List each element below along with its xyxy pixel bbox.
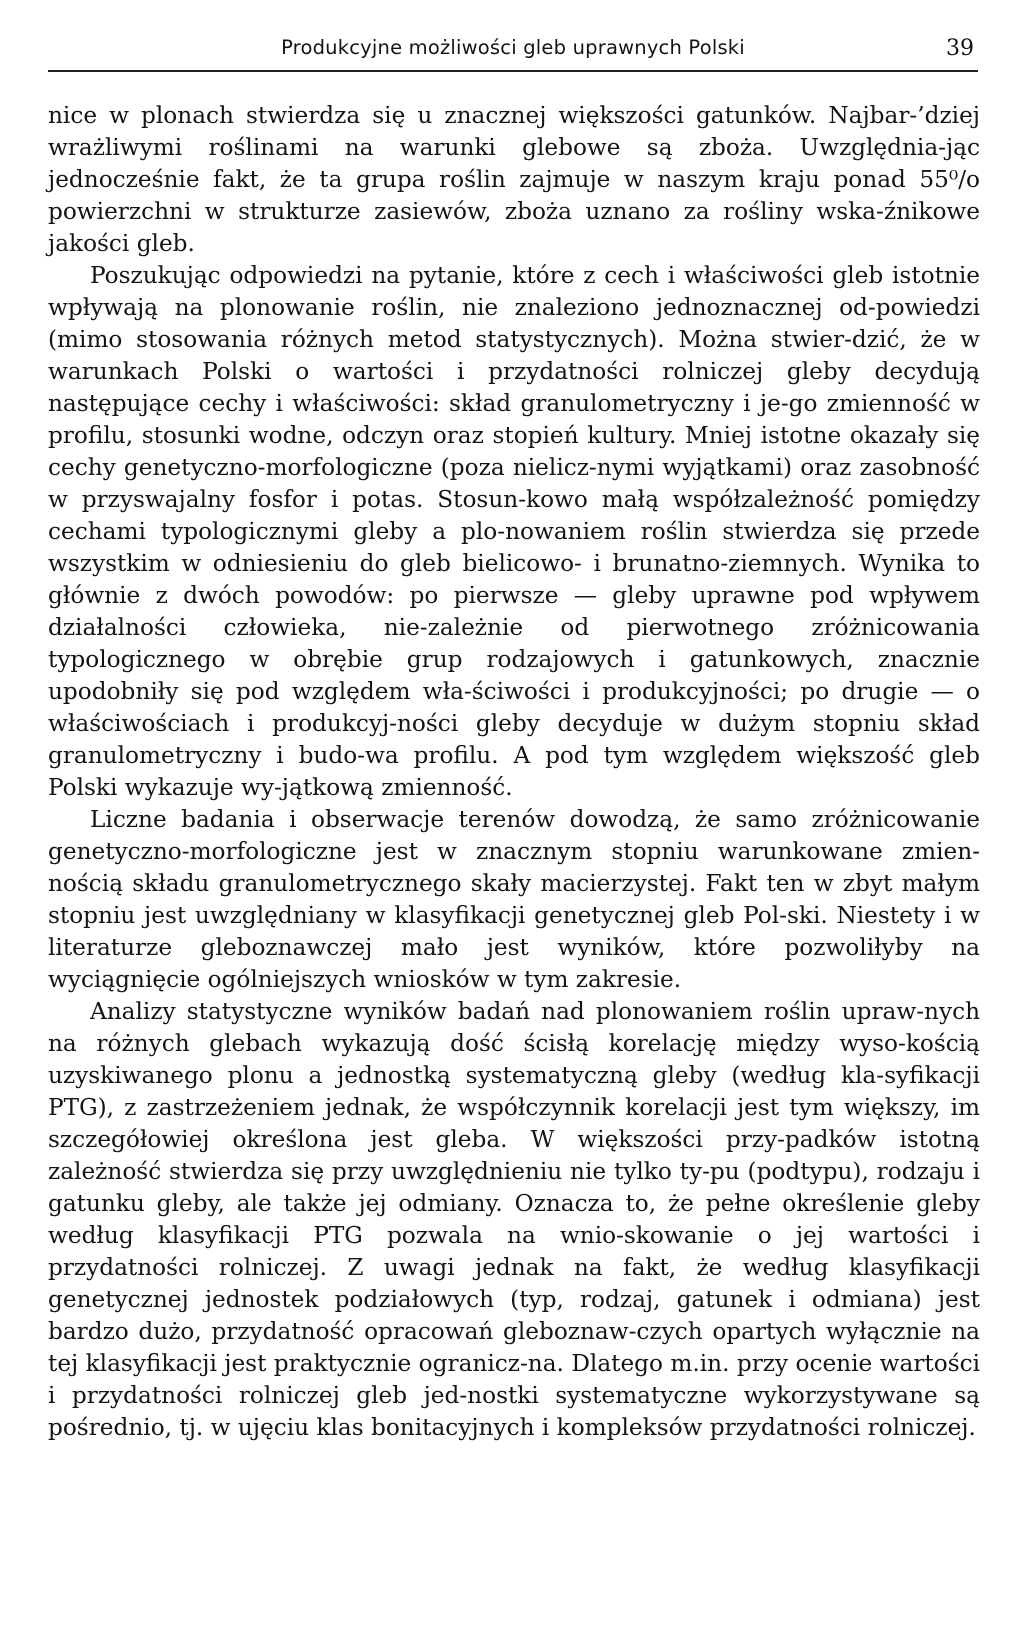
- running-title: Produkcyjne możliwości gleb uprawnych Polski: [281, 36, 745, 59]
- paragraph: Poszukując odpowiedzi na pytanie, które z cech i właściwości gleb istotnie wpływają na plonowanie roślin, nie znaleziono jednoznacznej od-powiedzi (mimo stosowania różnych metod statystycznych). Można stwier-dzić, że w warunkach Polski o wartości i przydatności rolniczej gleby decydują następujące cechy i właściwości: skład granulometryczny i je-go zmienność w profilu, stosunki wodne, odczyn oraz stopień kultury. Mniej istotne okazały się cechy genetyczno-morfologiczne (poza nielicz-nymi wyjątkami) oraz zasobność w przyswajalny fosfor i potas. Stosun-kowo małą współzależność pomiędzy cechami typologicznymi gleby a plo-nowaniem roślin stwierdza się przede wszystkim w odniesieniu do gleb bielicowo- i brunatno-ziemnych. Wynika to głównie z dwóch powodów: po pierwsze — gleby uprawne pod wpływem działalności człowieka, nie-zależnie od pierwotnego zróżnicowania typologicznego w obrębie grup rodzajowych i gatunkowych, znacznie upodobniły się pod względem wła-ściwości i produkcyjności; po drugie — o właściwościach i produkcyj-ności gleby decyduje w dużym stopniu skład granulometryczny i budo-wa profilu. A pod tym względem większość gleb Polski wykazuje wy-jątkową zmienność.: [48, 262, 980, 801]
- page-number: 39: [946, 36, 974, 61]
- body-text: [48, 100, 980, 1444]
- paragraph: Liczne badania i obserwacje terenów dowodzą, że samo zróżnicowanie genetyczno-morfologiczne jest w znacznym stopniu warunkowane zmien-nością składu granulometrycznego skały macierzystej. Fakt ten w zbyt małym stopniu jest uwzględniany w klasyfikacji genetycznej gleb Pol-ski. Niestety i w literaturze gleboznawczej mało jest wyników, które pozwoliłyby na wyciągnięcie ogólniejszych wniosków w tym zakresie.: [48, 806, 980, 993]
- page-header: [48, 30, 978, 72]
- paragraph-continued: nice w plonach stwierdza się u znacznej większości gatunków. Najbar-’dziej wrażliwymi roślinami na warunki glebowe są zboża. Uwzględnia-jąc jednocześnie fakt, że ta grupa roślin zajmuje w naszym kraju ponad 55⁰/o powierzchni w strukturze zasiewów, zboża uznano za rośliny wska-źnikowe jakości gleb.: [48, 102, 980, 257]
- paragraph: Analizy statystyczne wyników badań nad plonowaniem roślin upraw-nych na różnych glebach wykazują dość ścisłą korelację między wyso-kością uzyskiwanego plonu a jednostką systematyczną gleby (według kla-syfikacji PTG), z zastrzeżeniem jednak, że współczynnik korelacji jest tym większy, im szczegółowiej określona jest gleba. W większości przy-padków istotną zależność stwierdza się przy uwzględnieniu nie tylko ty-pu (podtypu), rodzaju i gatunku gleby, ale także jej odmiany. Oznacza to, że pełne określenie gleby według klasyfikacji PTG pozwala na wnio-skowanie o jej wartości i przydatności rolniczej. Z uwagi jednak na fakt, że według klasyfikacji genetycznej jednostek podziałowych (typ, rodzaj, gatunek i odmiana) jest bardzo dużo, przydatność opracowań gleboznaw-czych opartych wyłącznie na tej klasyfikacji jest praktycznie ogranicz-na. Dlatego m.in. przy ocenie wartości i przydatności rolniczej gleb jed-nostki systematyczne wykorzystywane są pośrednio, tj. w ujęciu klas bonitacyjnych i kompleksów przydatności rolniczej.: [48, 998, 980, 1441]
